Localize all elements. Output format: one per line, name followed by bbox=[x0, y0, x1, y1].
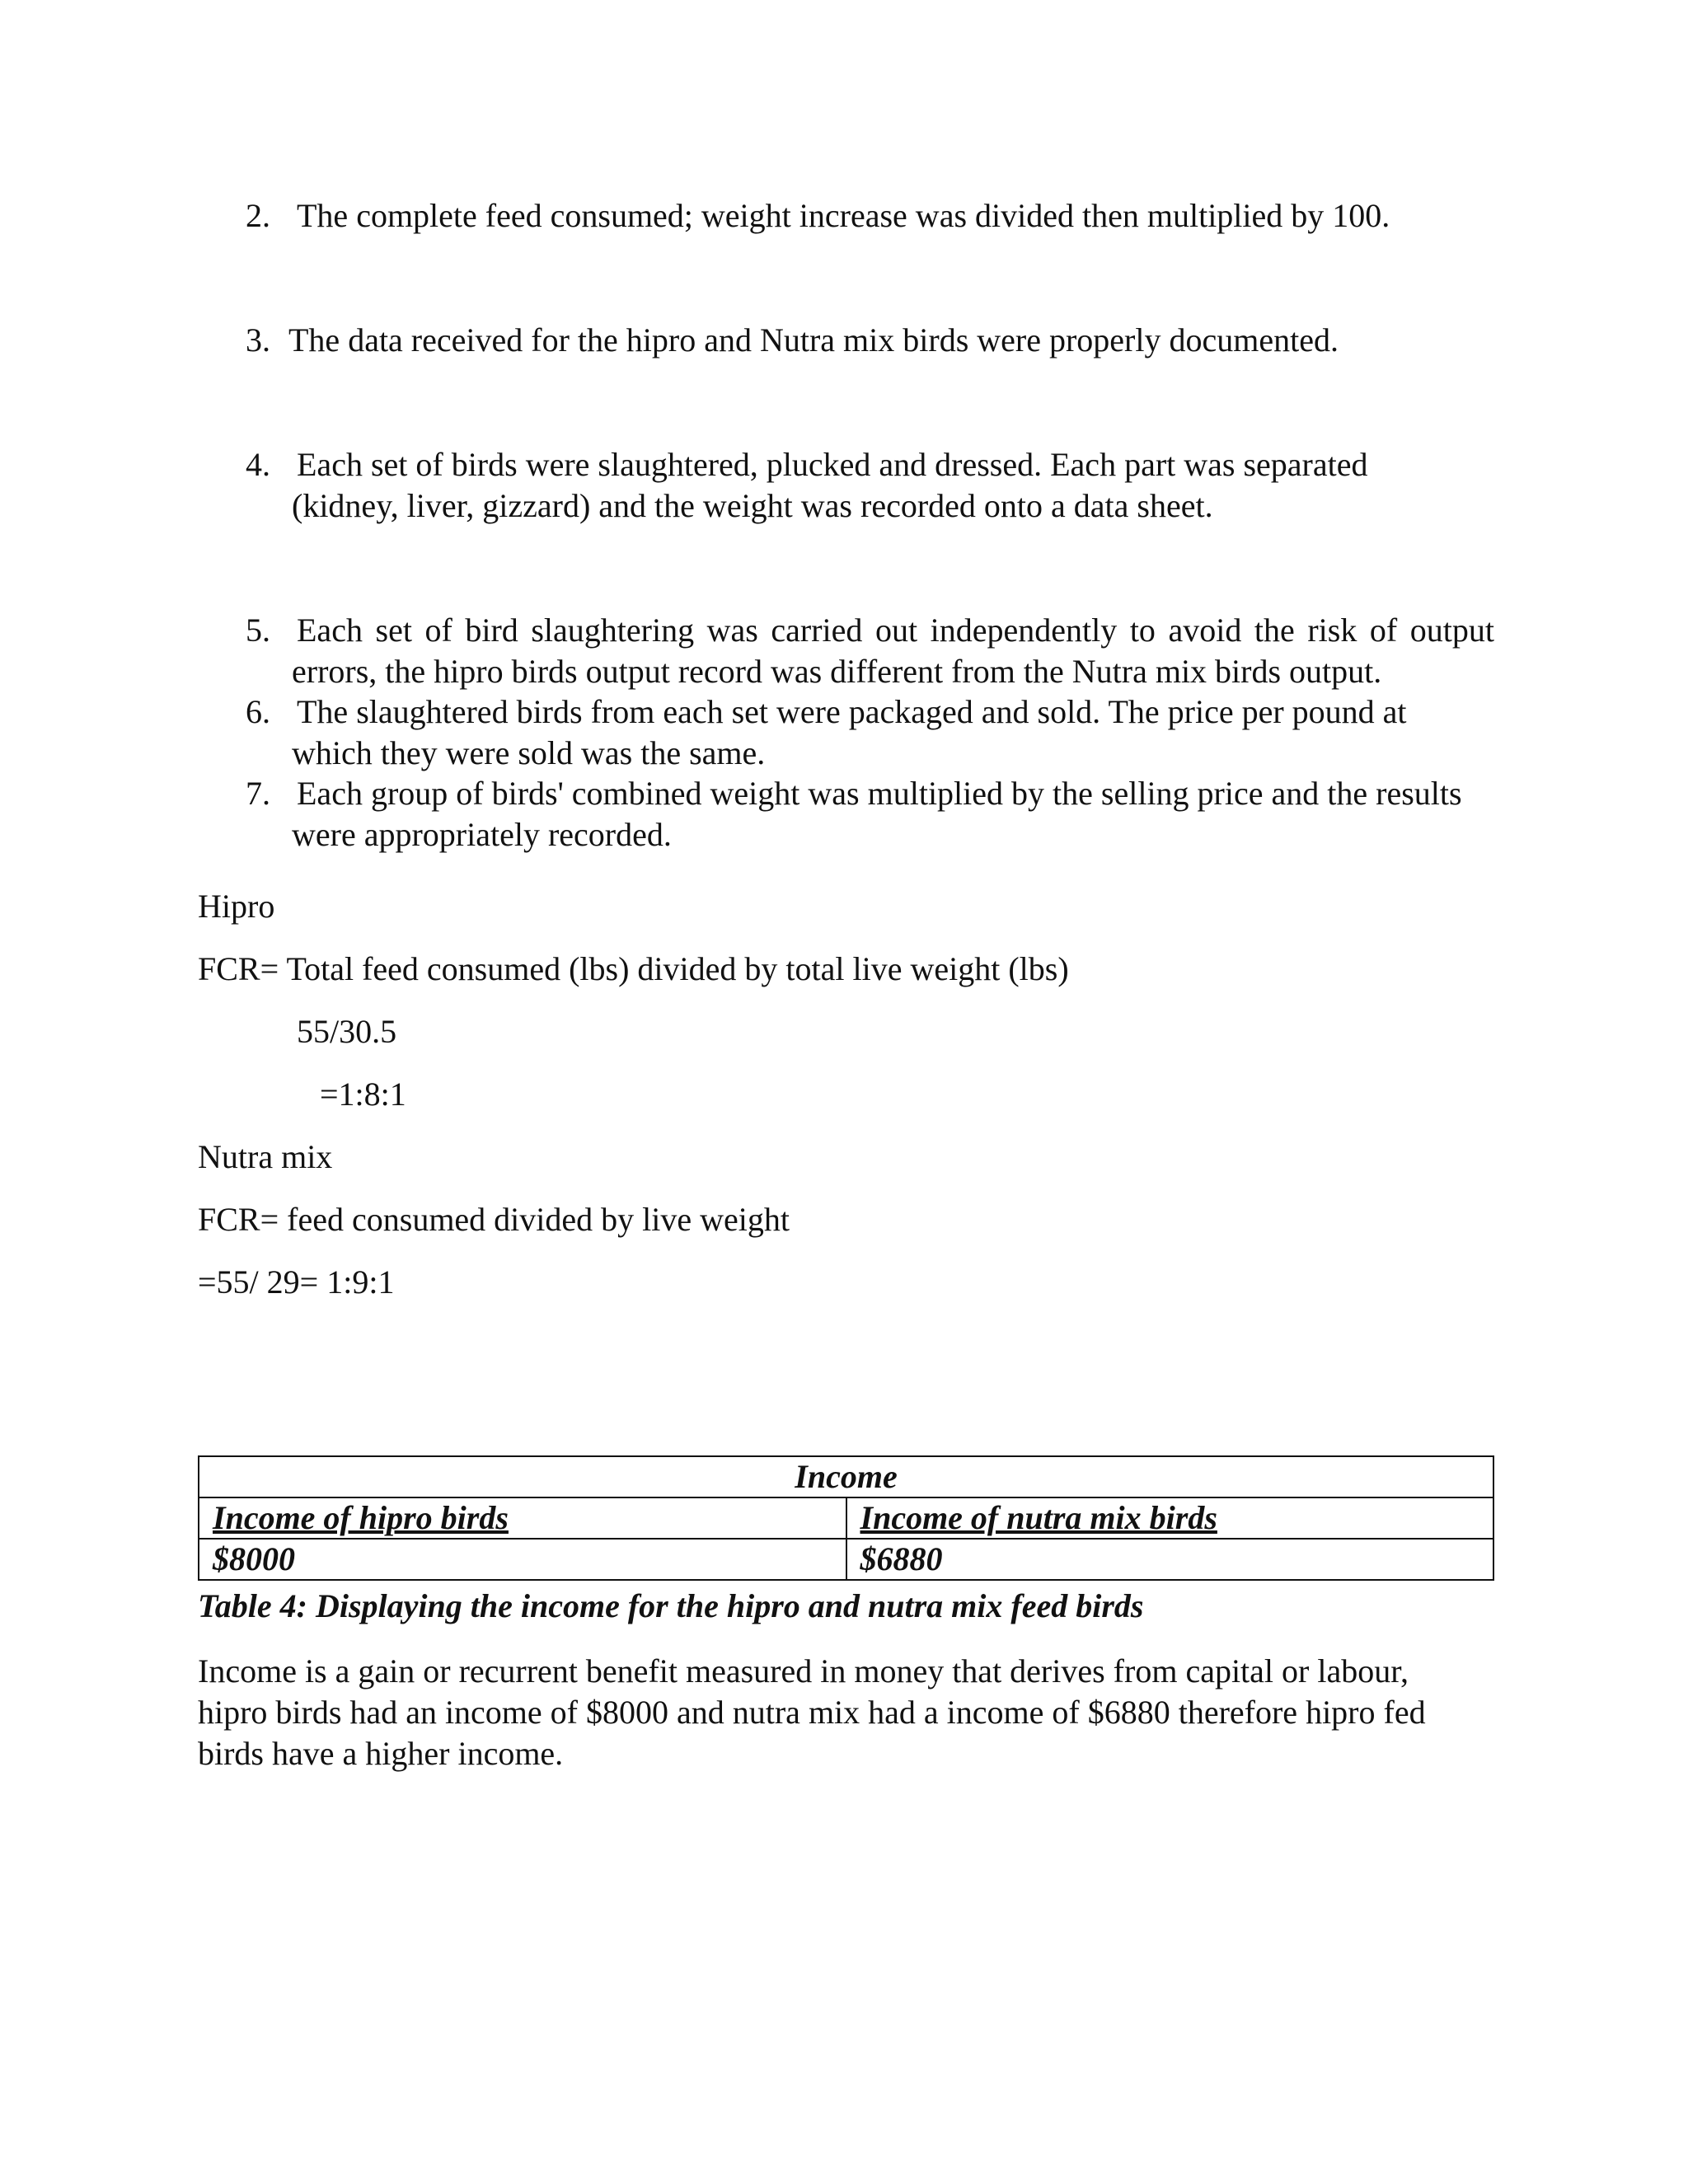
income-table bbox=[198, 1455, 1494, 1581]
table-header-row bbox=[199, 1456, 1493, 1497]
paragraph-line: hipro birds had an income of $8000 and nutra mix had a income of $6880 therefore hipro fed bbox=[198, 1694, 1426, 1731]
list-number: 3. bbox=[246, 321, 270, 359]
table-row bbox=[199, 1539, 1493, 1580]
list-text: The data received for the hipro and Nutra mix birds were properly documented. bbox=[288, 321, 1339, 359]
list-text-line-1: Each group of birds' combined weight was multiplied by the selling price and the results bbox=[297, 775, 1462, 812]
list-text: The complete feed consumed; weight increase was divided then multiplied by 100. bbox=[297, 197, 1390, 234]
cell-hipro-income: $8000 bbox=[199, 1539, 846, 1580]
list-text-line-2: errors, the hipro birds output record was different from the Nutra mix birds output. bbox=[292, 653, 1382, 690]
hipro-fcr-result: =1:8:1 bbox=[320, 1076, 406, 1113]
list-number: 7. bbox=[246, 775, 270, 812]
list-number: 2. bbox=[246, 197, 270, 234]
list-text-line-2: (kidney, liver, gizzard) and the weight was recorded onto a data sheet. bbox=[292, 487, 1213, 524]
nutra-fcr-formula: FCR= feed consumed divided by live weight bbox=[198, 1201, 790, 1238]
list-number: 5. bbox=[246, 612, 270, 649]
list-text-line-1: The slaughtered birds from each set were packaged and sold. The price per pound at bbox=[297, 693, 1407, 730]
paragraph-line: Income is a gain or recurrent benefit measured in money that derives from capital or labour, bbox=[198, 1652, 1409, 1690]
conclusion-paragraph bbox=[198, 1651, 1484, 1774]
column-header-nutra: Income of nutra mix birds bbox=[846, 1497, 1494, 1539]
hipro-heading: Hipro bbox=[198, 888, 275, 925]
list-number: 6. bbox=[246, 693, 270, 730]
table-column-row bbox=[199, 1497, 1493, 1539]
hipro-fcr-formula: FCR= Total feed consumed (lbs) divided by total live weight (lbs) bbox=[198, 950, 1069, 987]
column-header-hipro: Income of hipro birds bbox=[199, 1497, 846, 1539]
list-text-line-2: were appropriately recorded. bbox=[292, 816, 672, 853]
list-text-line-1: Each set of bird slaughtering was carried out independently to avoid the risk of output bbox=[297, 612, 1494, 649]
nutra-heading: Nutra mix bbox=[198, 1138, 333, 1175]
list-text-line-1: Each set of birds were slaughtered, plucked and dressed. Each part was separated bbox=[297, 446, 1368, 483]
table-title: Income bbox=[199, 1456, 1493, 1497]
nutra-fcr-calculation: =55/ 29= 1:9:1 bbox=[198, 1263, 395, 1301]
cell-nutra-income: $6880 bbox=[846, 1539, 1494, 1580]
list-number: 4. bbox=[246, 446, 270, 483]
paragraph-line: birds have a higher income. bbox=[198, 1735, 564, 1772]
hipro-fcr-calculation: 55/30.5 bbox=[297, 1013, 397, 1050]
list-text-line-2: which they were sold was the same. bbox=[292, 734, 766, 771]
table-caption: Table 4: Displaying the income for the hipro and nutra mix feed birds bbox=[198, 1587, 1144, 1624]
